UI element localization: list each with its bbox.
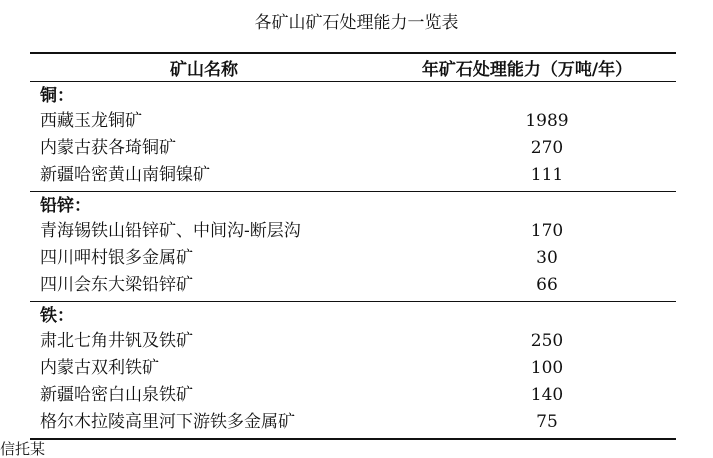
table-row	[30, 162, 676, 189]
mine-name: 四川呷村银多金属矿	[40, 248, 193, 268]
group-label: 铁：	[40, 306, 74, 326]
table-row	[30, 328, 676, 355]
capacity-value: 250	[530, 331, 564, 351]
table-row	[30, 218, 676, 245]
mine-name: 内蒙古获各琦铜矿	[40, 138, 176, 158]
table-bottom-rule	[30, 438, 676, 440]
table-row	[30, 355, 676, 382]
mine-name: 青海锡铁山铅锌矿、中间沟-断层沟	[40, 221, 301, 241]
table-row	[30, 245, 676, 272]
header-capacity: 年矿石处理能力（万吨/年）	[421, 60, 633, 80]
group-copper	[30, 82, 676, 191]
mine-name: 西藏玉龙铜矿	[40, 111, 142, 131]
mine-name: 四川会东大梁铅锌矿	[40, 275, 193, 295]
capacity-table	[30, 52, 676, 440]
footnote: 信托某	[0, 440, 46, 458]
mine-name: 肃北七角井钒及铁矿	[40, 331, 193, 351]
group-lead-zinc	[30, 192, 676, 301]
group-label: 铜：	[40, 86, 74, 106]
mine-name: 新疆哈密白山泉铁矿	[40, 385, 193, 405]
capacity-value: 66	[536, 275, 558, 295]
group-iron	[30, 302, 676, 438]
capacity-value: 270	[530, 138, 564, 158]
capacity-value: 111	[530, 165, 564, 185]
mine-name: 格尔木拉陵高里河下游铁多金属矿	[40, 412, 295, 432]
header-mine-name: 矿山名称	[170, 60, 238, 80]
mine-name: 内蒙古双利铁矿	[40, 358, 159, 378]
capacity-value: 30	[536, 248, 558, 268]
mine-name: 新疆哈密黄山南铜镍矿	[40, 165, 210, 185]
capacity-value: 75	[536, 412, 558, 432]
group-label: 铅锌：	[40, 196, 91, 216]
table-row	[30, 272, 676, 299]
table-row	[30, 409, 676, 436]
table-header	[30, 54, 676, 81]
capacity-value: 170	[530, 221, 564, 241]
table-row	[30, 135, 676, 162]
table-row	[30, 382, 676, 409]
table-row	[30, 108, 676, 135]
capacity-value: 100	[530, 358, 564, 378]
capacity-value: 1989	[525, 111, 569, 131]
table-title: 各矿山矿石处理能力一览表	[254, 13, 459, 33]
capacity-value: 140	[530, 385, 564, 405]
